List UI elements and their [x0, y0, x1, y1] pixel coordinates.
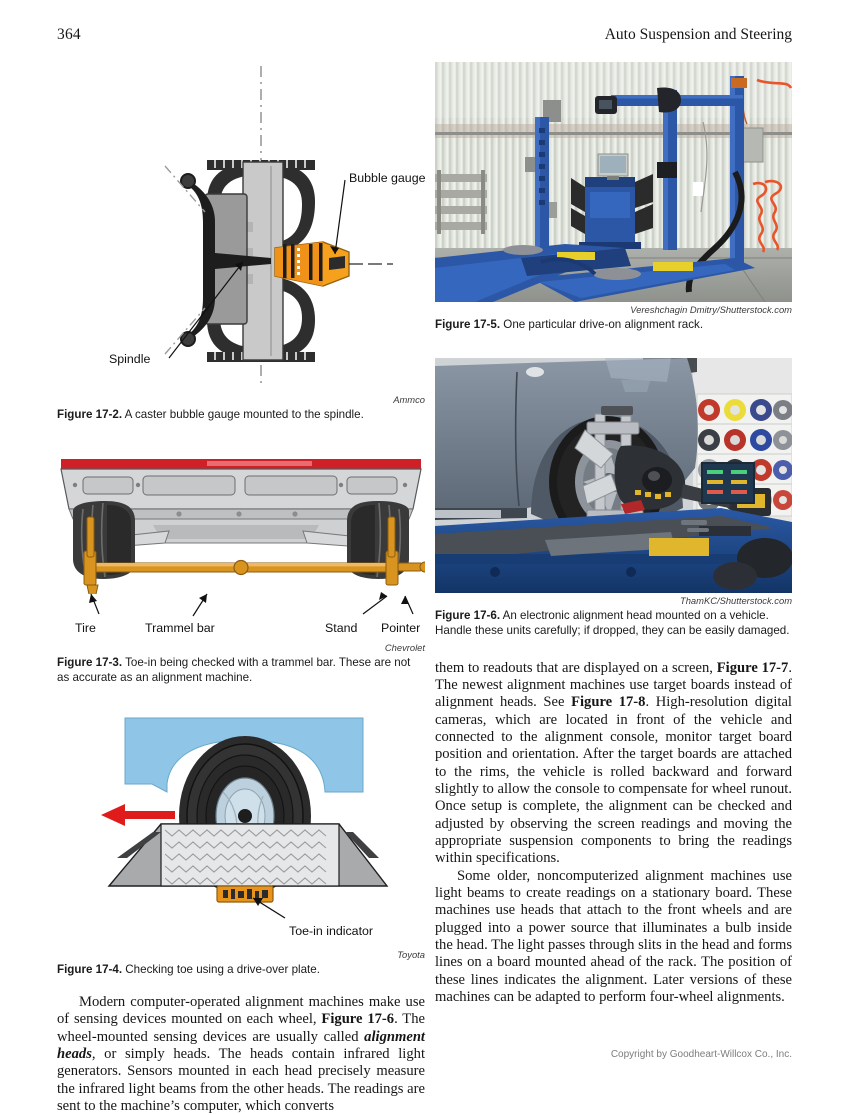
figure-17-3-caption-text: Toe-in being checked with a trammel bar. These are not as accurate as an alignment machine. — [57, 656, 411, 685]
label-spindle: Spindle — [109, 352, 151, 366]
drive-over-plate — [109, 824, 387, 886]
figure-17-6 — [435, 358, 792, 638]
right-column — [435, 62, 792, 1006]
text-run: . High-resolution digital cameras, which are located in front of the vehicle and connected to the alignment console, monitor target board position and orientation. After the target boards are attached to the rims, the vehicle is rolled backward and forward slightly to allow the console to compensate for wheel runout. Once setup is complete, the alignment can be checked and adjusted by observing the screen readings and moving the appropriate suspension components to bring the readings within specifications. — [435, 694, 792, 867]
figure-17-3-caption — [57, 655, 425, 685]
figure-17-3 — [57, 439, 425, 685]
stripe-highlight — [207, 461, 312, 466]
underbody-shields — [111, 519, 361, 547]
figure-reference: Figure 17-6 — [321, 1011, 395, 1028]
figure-17-4-caption-text: Checking toe using a drive-over plate. — [122, 962, 320, 976]
turn-plate — [593, 268, 641, 280]
figure-17-6-caption — [435, 608, 792, 638]
direction-arrow — [101, 804, 175, 826]
text-run: , or simply heads. The heads contain infrared light generators. Sensors mounted in each head precisely measure the infrared light beams from the other heads. The readings are sent to the machine’s computer, which converts — [57, 1045, 425, 1114]
label-pointer: Pointer — [381, 621, 421, 636]
paragraph-right-1 — [435, 660, 792, 868]
figure-17-5 — [435, 62, 792, 332]
figure-17-2 — [57, 62, 425, 422]
yellow-block — [649, 538, 709, 556]
gantry-display — [657, 162, 677, 178]
figure-17-2-credit: Ammco — [393, 394, 425, 405]
text-run: them to readouts that are displayed on a screen, — [435, 659, 717, 676]
left-camera-post — [535, 117, 549, 247]
figure-17-4-caption-label: Figure 17-4. — [57, 962, 123, 976]
running-head — [0, 26, 849, 48]
figure-17-2-caption-text: A caster bubble gauge mounted to the spindle. — [122, 408, 364, 421]
text-run: Modern computer-operated alignment machines make use of sensing devices mounted on each wheel, — [57, 993, 425, 1028]
running-title: Auto Suspension and Steering — [604, 26, 792, 43]
trammel-bar-adjuster — [234, 561, 248, 575]
drive-over-plate-diagram — [57, 706, 425, 921]
figure-17-5-caption-text: One particular drive-on alignment rack. — [500, 318, 704, 331]
figure-17-2-caption-label: Figure 17-2. — [57, 408, 123, 421]
toe-in-indicator — [217, 886, 273, 902]
label-trammel-bar: Trammel bar — [145, 621, 215, 636]
text-run: . The wheel-mounted sensing devices are usually called — [57, 1011, 425, 1045]
alignment-head-photo — [435, 358, 792, 593]
figure-17-3-caption-label: Figure 17-3. — [57, 656, 123, 670]
figure-17-2-caption — [57, 407, 425, 422]
text-run: . The newest alignment machines use target boards instead of alignment heads. See — [435, 659, 792, 711]
figure-17-5-caption — [435, 317, 792, 332]
figure-reference: Figure 17-7 — [716, 659, 789, 676]
figure-17-4-label-row — [57, 921, 425, 947]
key-term-alignment-heads: alignment heads — [57, 1028, 425, 1062]
paragraph-left-1 — [57, 994, 425, 1115]
figure-17-6-credit: ThamKC/Shutterstock.com — [679, 595, 792, 607]
label-toe-in-indicator: Toe-in indicator — [289, 923, 374, 938]
left-column-body-text — [57, 994, 425, 1115]
figure-17-6-caption-label: Figure 17-6. — [435, 609, 501, 623]
copyright-footer: Copyright by Goodheart-Willcox Co., Inc. — [610, 1049, 792, 1060]
figure-17-5-credit: Vereshchagin Dmitry/Shutterstock.com — [630, 304, 792, 315]
figure-17-3-callouts — [57, 592, 425, 640]
trammel-bar-diagram — [57, 439, 425, 594]
hub-cap — [238, 809, 252, 823]
control-box — [741, 128, 763, 162]
paragraph-right-2: Some older, noncomputerized alignment machines use light beams to create readings on a stationary board. These machines use heads that attach to the front wheels and are plugged into a power source that illuminates a bulb inside the head. The light passes through slits in the head and forms lines on a board mounted ahead of the rack. The position of these lines indicates the alignment. Later versions of these machines can be adapted to perform four-wheel alignments. — [435, 867, 792, 1006]
figure-17-6-caption-text: An electronic alignment head mounted on a vehicle. Handle these units carefully; if dropped, they can be easily damaged. — [435, 609, 790, 638]
figure-17-4 — [57, 706, 425, 977]
figure-17-4-caption — [57, 962, 425, 977]
camera-head-left — [595, 96, 617, 114]
alignment-rack-photo — [435, 62, 792, 302]
caster-bubble-gauge-diagram — [57, 62, 425, 392]
label-tire: Tire — [75, 621, 96, 636]
wheel-chock-right — [653, 262, 693, 271]
figure-17-5-caption-label: Figure 17-5. — [435, 318, 501, 331]
page-number: 364 — [57, 26, 81, 43]
label-stand: Stand — [325, 621, 358, 636]
figure-17-3-credit: Chevrolet — [384, 642, 425, 654]
right-column-body-text — [435, 660, 792, 1007]
figure-reference: Figure 17-8 — [571, 694, 646, 711]
label-bubble-gauge: Bubble gauge — [349, 171, 425, 185]
left-column — [57, 62, 425, 1115]
figure-17-4-credit: Toyota — [397, 948, 425, 960]
